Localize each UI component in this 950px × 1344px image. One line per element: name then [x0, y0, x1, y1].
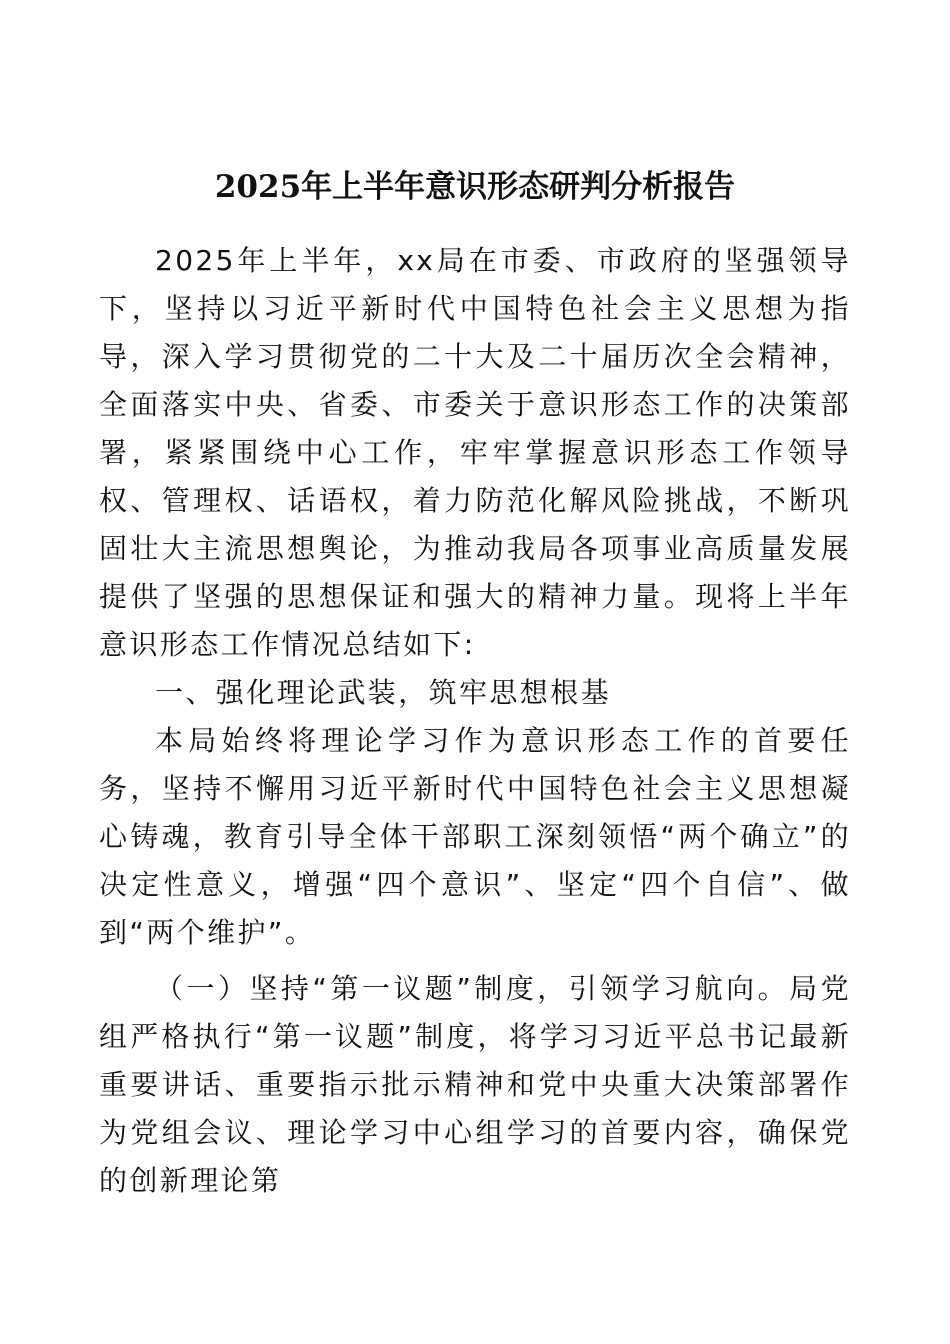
section-1-paragraph: 本局始终将理论学习作为意识形态工作的首要任务，坚持不懈用习近平新时代中国特色社会主义思想凝心铸魂，教育引导全体干部职工深刻领悟“两个确立”的决定性意义，增强“四个意识”、坚定“四个自信”、做到“两个维护”。 [99, 724, 851, 949]
intro-paragraph: 2025年上半年，xx局在市委、市政府的坚强领导下，坚持以习近平新时代中国特色社会主义思想为指导，深入学习贯彻党的二十大及二十届历次全会精神，全面落实中央、省委、市委关于意识形态工作的决策部署，紧紧围绕中心工作，牢牢掌握意识形态工作领导权、管理权、话语权，着力防范化解风险挑战，不断巩固壮大主流思想舆论，为推动我局各项事业高质量发展提供了坚强的思想保证和强大的精神力量。现将上半年意识形态工作情况总结如下: [99, 244, 851, 661]
document-title: 2025年上半年意识形态研判分析报告 [214, 169, 736, 205]
document-body [99, 237, 851, 1205]
subsection-1-paragraph: （一）坚持“第一议题”制度，引领学习航向。局党组严格执行“第一议题”制度，将学习习近平总书记最新重要讲话、重要指示批示精神和党中央重大决策部署作为党组会议、理论学习中心组学习的首要内容，确保党的创新理论第 [99, 972, 851, 1197]
section-heading-1: 一、强化理论武装，筑牢思想根基 [155, 676, 612, 709]
